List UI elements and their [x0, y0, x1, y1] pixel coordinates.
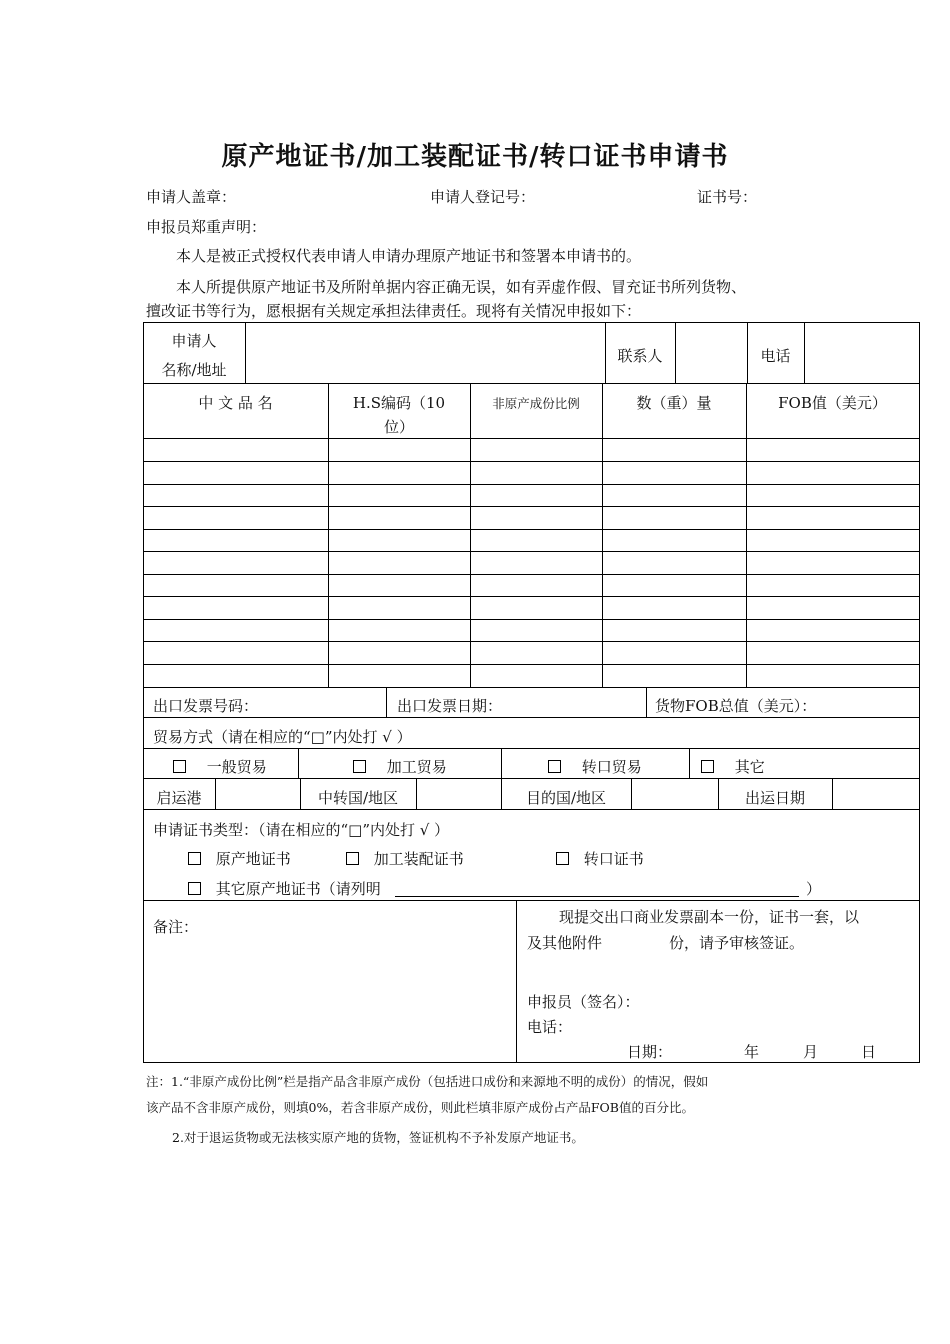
- remarks-label: 备注：: [153, 918, 199, 936]
- trade-mode-transit[interactable]: 转口贸易: [548, 756, 642, 777]
- col-header-quantity: 数（重）量: [636, 394, 712, 412]
- contact-label: 联系人: [617, 347, 663, 365]
- phone-field[interactable]: [805, 322, 919, 383]
- day-label: 日: [861, 1043, 877, 1061]
- submit-statement-line2a: 及其他附件: [527, 934, 603, 952]
- note-1-line2: 该产品不含非原产成份，则填0%，若含非原产成份，则此栏填非原产成份占产品FOB值的百分比。: [146, 1100, 694, 1115]
- trade-mode-general[interactable]: 一般贸易: [173, 756, 267, 777]
- note-2: 2.对于退运货物或无法核实原产地的货物，签证机构不予补发原产地证书。: [172, 1130, 584, 1145]
- applicant-label: 申请人: [171, 332, 217, 350]
- col-header-hs-code: H.S编码（10: [352, 394, 446, 412]
- month-label: 月: [803, 1043, 819, 1061]
- note-1-line1: 注：1.“非原产成份比例”栏是指产品含非原产成份（包括进口成份和来源地不明的成份）的情况，假如: [146, 1074, 709, 1089]
- cert-type-origin[interactable]: 原产地证书: [188, 848, 291, 869]
- checkbox-general-trade[interactable]: [173, 760, 186, 773]
- checkbox-processing-trade[interactable]: [353, 760, 366, 773]
- applicant-name-address-field[interactable]: [246, 322, 604, 383]
- cert-type-processing[interactable]: 加工装配证书: [346, 848, 464, 869]
- invoice-no-label: 出口发票号码：: [153, 697, 259, 715]
- trade-mode-label: 贸易方式（请在相应的“□”内处打 √ ）: [153, 728, 412, 746]
- checkbox-other-cert[interactable]: [188, 882, 201, 895]
- col-header-non-origin-ratio: 非原产成份比例: [492, 396, 580, 411]
- invoice-date-label: 出口发票日期：: [397, 697, 503, 715]
- declaration-line1: 本人是被正式授权代表申请人申请办理原产地证书和签署本申请书的。: [176, 247, 642, 265]
- contact-field[interactable]: [676, 322, 746, 383]
- submit-statement-line2b: 份，请予审核签证。: [669, 934, 805, 952]
- destination-label: 目的国/地区: [525, 789, 607, 807]
- applicant-name-address-label: 名称/地址: [161, 361, 227, 379]
- declarant-signature-label: 申报员（签名）：: [527, 993, 640, 1011]
- application-form-table: [143, 322, 920, 1062]
- remarks-field[interactable]: [144, 934, 514, 1060]
- checkbox-origin-cert[interactable]: [188, 852, 201, 865]
- declaration-line2b: 擅改证书等行为，愿根据有关规定承担法律责任。现将有关情况申报如下：: [146, 302, 642, 320]
- checkbox-other-trade[interactable]: [701, 760, 714, 773]
- trade-mode-other[interactable]: 其它: [701, 756, 765, 777]
- checkbox-transit-trade[interactable]: [548, 760, 561, 773]
- other-cert-close-paren: ）: [806, 880, 822, 898]
- ship-date-label: 出运日期: [744, 789, 805, 807]
- date-label: 日期：: [627, 1043, 673, 1061]
- declarant-phone-label: 电话：: [527, 1018, 573, 1036]
- cert-type-label: 申请证书类型：（请在相应的“□”内处打 √ ）: [153, 821, 450, 839]
- transit-label: 中转国/地区: [317, 789, 399, 807]
- submit-statement-line1: 现提交出口商业发票副本一份，证书一套，以: [559, 908, 860, 926]
- checkbox-processing-cert[interactable]: [346, 852, 359, 865]
- other-cert-input[interactable]: [395, 882, 799, 897]
- checkbox-transit-cert[interactable]: [556, 852, 569, 865]
- col-header-name: 中 文 品 名: [198, 394, 273, 412]
- fob-total-label: 货物FOB总值（美元）：: [655, 697, 817, 715]
- year-label: 年: [744, 1043, 760, 1061]
- trade-mode-processing[interactable]: 加工贸易: [353, 756, 447, 777]
- page-title: 原产地证书/加工装配证书/转口证书申请书: [221, 142, 729, 172]
- declaration-label: 申报员郑重声明：: [146, 218, 267, 236]
- port-departure-label: 启运港: [156, 789, 202, 807]
- cert-no-label: 证书号：: [697, 188, 758, 206]
- col-header-hs-code-2: 位）: [383, 418, 414, 436]
- applicant-reg-no-label: 申请人登记号：: [430, 188, 536, 206]
- cert-type-other[interactable]: 其它原产地证书（请列明: [188, 878, 381, 899]
- phone-label: 电话: [760, 347, 791, 365]
- cert-type-transit[interactable]: 转口证书: [556, 848, 644, 869]
- declaration-line2a: 本人所提供原产地证书及所附单据内容正确无误，如有弄虚作假、冒充证书所列货物、: [176, 278, 747, 296]
- applicant-seal-label: 申请人盖章：: [146, 188, 237, 206]
- col-header-fob: FOB值（美元）: [778, 394, 887, 412]
